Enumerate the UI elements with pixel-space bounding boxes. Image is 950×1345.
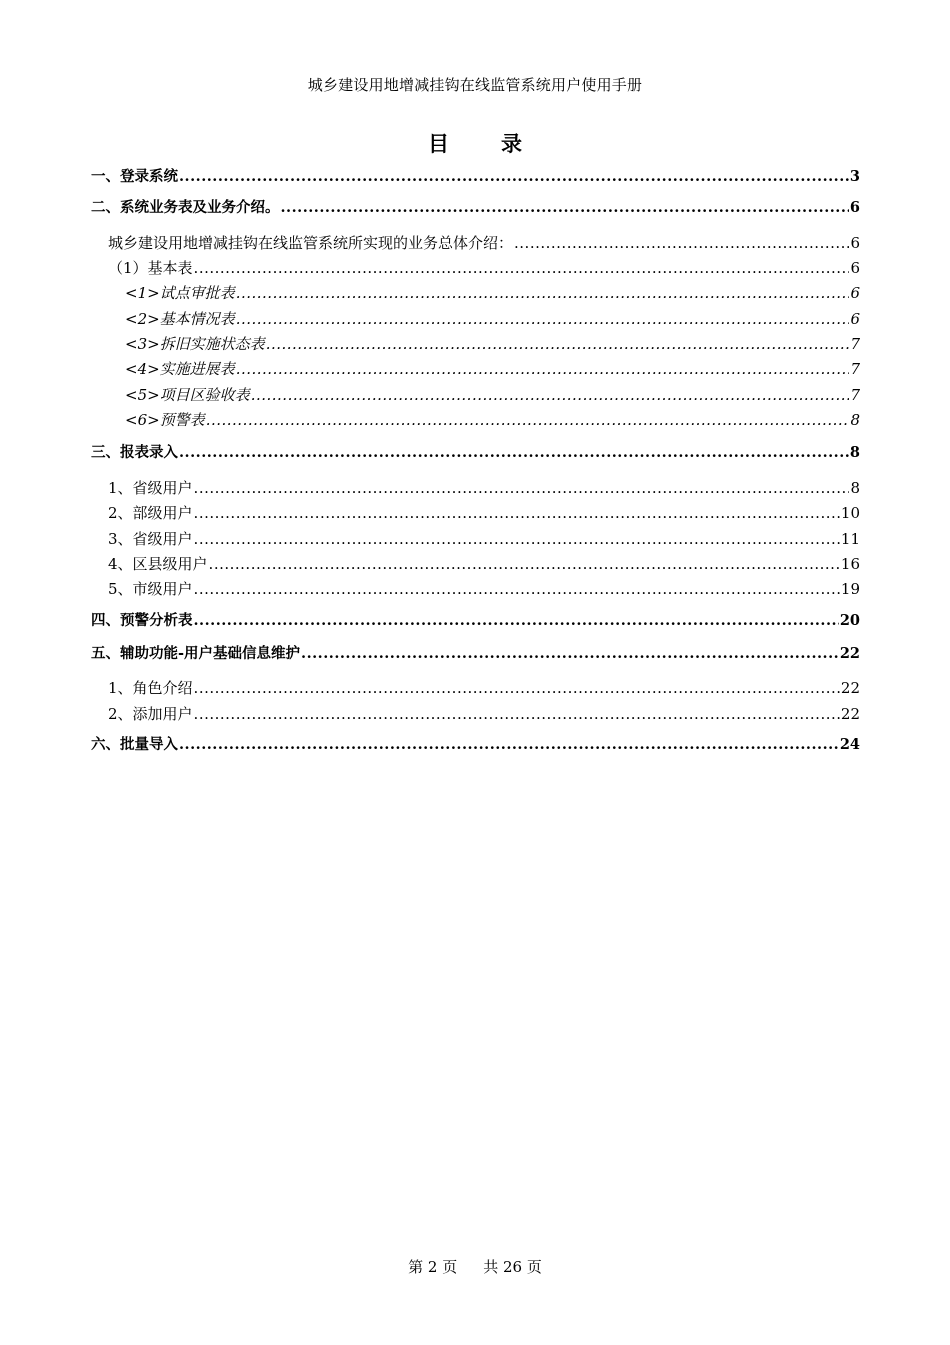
toc-entry-page: 7 <box>850 335 860 353</box>
toc-entry-label: 4、区县级用户 <box>108 555 208 573</box>
toc-entry[interactable] <box>108 679 860 697</box>
toc-entry-label: 一、登录系统 <box>91 169 178 185</box>
toc-entry-label: 2、添加用户 <box>108 705 193 723</box>
toc-entry-label: 城乡建设用地增减挂钩在线监管系统所实现的业务总体介绍： <box>108 234 514 252</box>
toc-entry-label: 四、预警分析表 <box>91 613 193 629</box>
toc-entry-page: 16 <box>840 555 860 573</box>
toc-entry-label: <6>预警表 <box>125 411 205 429</box>
toc-entry-page: 6 <box>850 234 860 252</box>
page-number-current: 第 2 页 <box>408 1258 458 1276</box>
toc-entry[interactable] <box>108 530 860 548</box>
toc-entry[interactable] <box>125 335 860 353</box>
toc-entry[interactable] <box>91 645 860 663</box>
toc-entry[interactable] <box>108 555 860 573</box>
toc-entry-label: 5、市级用户 <box>108 580 193 598</box>
page-footer <box>0 1256 950 1277</box>
toc-entry-label: 六、批量导入 <box>91 737 178 753</box>
toc-entry-page: 6 <box>849 199 860 216</box>
toc-entry-page: 20 <box>839 612 860 629</box>
toc-entry-page: 8 <box>849 444 860 461</box>
table-of-contents <box>91 0 860 1345</box>
toc-entry[interactable] <box>125 284 860 302</box>
toc-entry-label: <2>基本情况表 <box>125 310 235 328</box>
toc-entry-page: 10 <box>840 504 860 522</box>
toc-entry-label: <4>实施进展表 <box>125 360 235 378</box>
toc-entry-label: （1）基本表 <box>108 259 193 277</box>
toc-entry-label: 2、部级用户 <box>108 504 193 522</box>
toc-entry-page: 22 <box>840 705 860 723</box>
toc-entry[interactable] <box>108 504 860 522</box>
toc-entry-page: 19 <box>840 580 860 598</box>
toc-entry[interactable] <box>108 259 860 277</box>
toc-entry-page: 8 <box>850 479 860 497</box>
toc-entry-label: <1>试点审批表 <box>125 284 235 302</box>
toc-entry-label: 1、省级用户 <box>108 479 193 497</box>
toc-entry-label: <5>项目区验收表 <box>125 386 250 404</box>
toc-entry[interactable] <box>108 705 860 723</box>
toc-entry-label: 二、系统业务表及业务介绍。 <box>91 200 280 216</box>
toc-entry-page: 8 <box>850 411 860 429</box>
toc-entry[interactable] <box>125 310 860 328</box>
toc-entry[interactable] <box>108 234 860 252</box>
toc-entry[interactable] <box>108 479 860 497</box>
toc-entry-page: 7 <box>850 360 860 378</box>
toc-entry-label: <3>拆旧实施状态表 <box>125 335 265 353</box>
toc-entry-page: 22 <box>839 645 860 662</box>
toc-entry[interactable] <box>91 168 860 186</box>
toc-entry-label: 3、省级用户 <box>108 530 193 548</box>
toc-entry[interactable] <box>125 386 860 404</box>
toc-entry-page: 22 <box>840 679 860 697</box>
toc-entry[interactable] <box>108 580 860 598</box>
toc-entry-page: 6 <box>850 310 860 328</box>
toc-entry[interactable] <box>125 411 860 429</box>
toc-entry-label: 1、角色介绍 <box>108 679 193 697</box>
toc-entry[interactable] <box>91 444 860 462</box>
toc-entry-label: 三、报表录入 <box>91 445 178 461</box>
toc-entry-page: 11 <box>840 530 860 548</box>
toc-entry-label: 五、辅助功能-用户基础信息维护 <box>91 646 301 662</box>
toc-title-first: 目 <box>428 132 449 156</box>
page-number-total: 共 26 页 <box>483 1258 542 1276</box>
toc-entry-page: 6 <box>850 259 860 277</box>
toc-entry[interactable] <box>91 199 860 217</box>
document-header: 城乡建设用地增减挂钩在线监管系统用户使用手册 <box>307 76 643 94</box>
toc-entry-page: 7 <box>850 386 860 404</box>
toc-entry[interactable] <box>125 360 860 378</box>
toc-entry-page: 24 <box>839 736 860 753</box>
toc-entry[interactable] <box>91 612 860 630</box>
toc-title-second: 录 <box>501 132 522 156</box>
toc-entry-page: 6 <box>850 284 860 302</box>
toc-entry-page: 3 <box>849 168 860 185</box>
toc-entry[interactable] <box>91 736 860 754</box>
